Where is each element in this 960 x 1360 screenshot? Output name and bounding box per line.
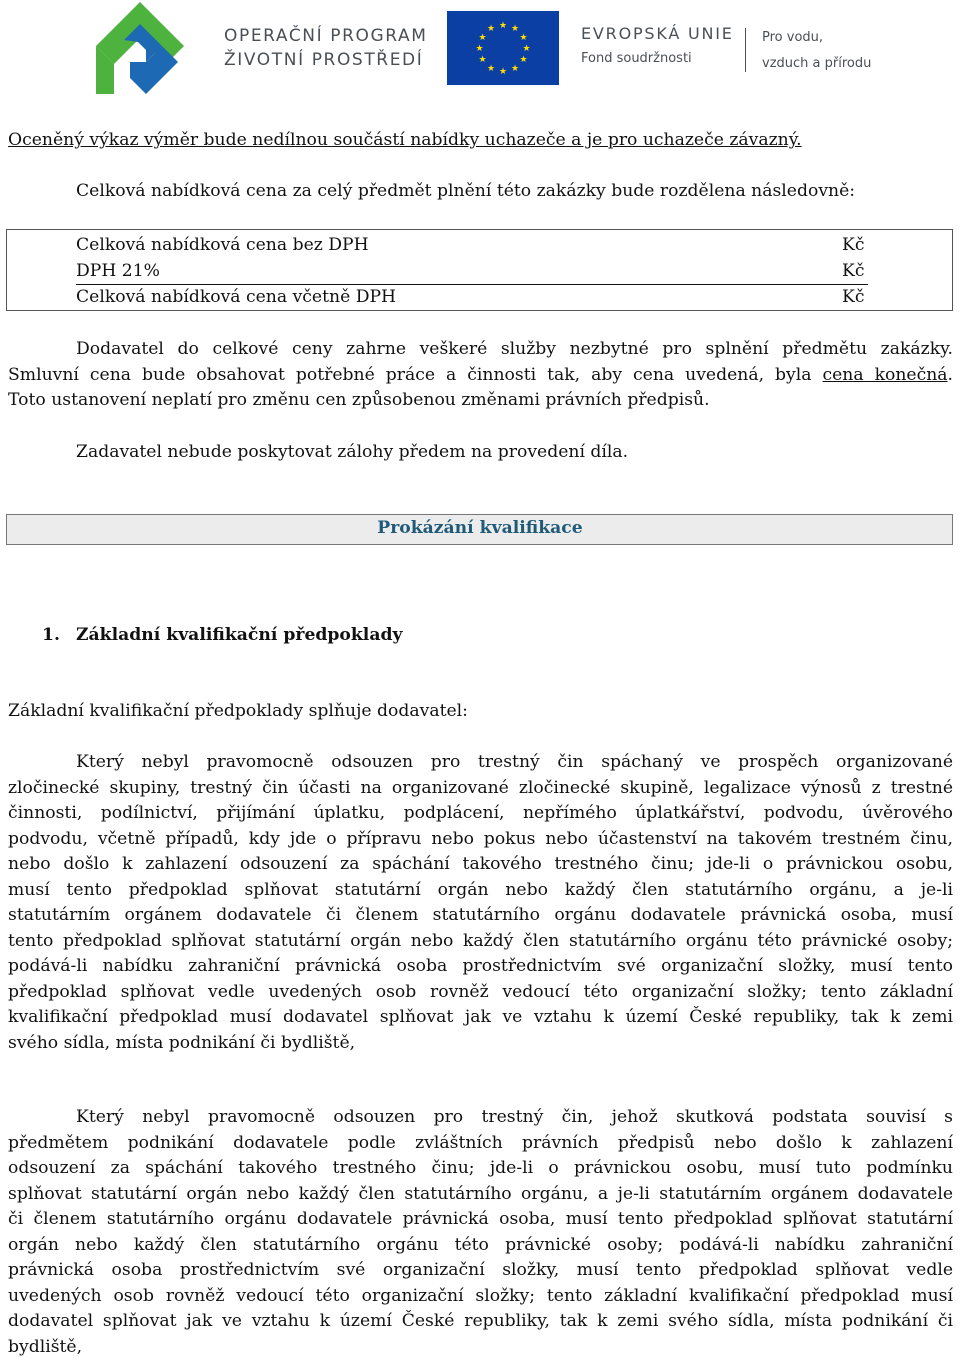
svg-text:★: ★ (510, 24, 520, 34)
criterion-2-line: splňovat statutární orgán nebo každý člen statutárního orgánu, a je-li statutárním orgánem dodavatele (8, 1183, 953, 1204)
criterion-1 (8, 750, 953, 1056)
price-label-net: Celková nabídková cena bez DPH (76, 235, 369, 255)
criterion-1-line: činnosti, podílnictví, přijímání úplatku, podplácení, nepřímého úplatkářství, podvodu, úvěrového (8, 803, 953, 823)
subsection-title: Základní kvalifikační předpoklady (76, 625, 403, 645)
program-name (224, 24, 434, 72)
price-label-vat: DPH 21% (76, 261, 160, 281)
criterion-1-line: podává-li nabídku zahraniční právnická osoba prostřednictvím své organizační složky, musí tento (8, 956, 953, 976)
criterion-1-line: Který nebyl pravomocně odsouzen pro trestný čin spáchaný ve prospěch organizované (76, 752, 953, 772)
split-note: Celková nabídková cena za celý předmět plnění této zakázky bude rozdělena následovně: (76, 181, 856, 201)
svg-text:★: ★ (486, 24, 496, 34)
eu-title: EVROPSKÁ UNIE (581, 24, 734, 43)
criterion-1-line: nebo došlo k zahlazení odsouzení za spáchání takového trestného činu; jde-li o právnickou osobu, (8, 854, 953, 874)
criterion-1-line: statutárním orgánem dodavatele či členem statutárního orgánu dodavatele právnická osoba, musí (8, 905, 953, 925)
price-unit-net: Kč (842, 235, 865, 255)
price-unit-vat: Kč (842, 261, 865, 281)
svg-text:★: ★ (475, 44, 484, 54)
svg-text:★: ★ (486, 64, 496, 74)
criterion-1-line: předpoklad splňovat vedle uvedených osob rovněž vedoucí této organizační složky; tento základní (8, 981, 953, 1002)
price-paragraph (8, 337, 953, 414)
price-paragraph-line2-text: Smluvní cena bude obsahovat potřebné práce a činnosti tak, aby cena uvedená, byla (8, 364, 812, 385)
criterion-1-line: zločinecké skupiny, trestný čin účasti na organizované zločinecké skupině, legalizace výnosů z trestné (8, 777, 953, 798)
criterion-2-line: uvedených osob rovněž vedoucí této organizační složky; tento základní kvalifikační předpoklad musí (8, 1285, 953, 1306)
opzp-logo-icon (90, 0, 190, 96)
svg-text:★: ★ (498, 21, 508, 31)
criterion-2-line: předmětem podnikání dodavatele podle zvláštních právních předpisů nebo došlo k zahlazení (8, 1132, 953, 1153)
criterion-2-line: orgán nebo každý člen statutárního orgánu této právnické osoby; podává-li nabídku zahraniční (8, 1234, 953, 1255)
final-price-term: cena konečná (822, 364, 948, 385)
criterion-1-line: svého sídla, místa podnikání či bydliště, (8, 1032, 356, 1053)
criterion-1-line: tento předpoklad splňovat statutární orgán nebo každý člen statutárního orgánu této právnické osoby; (8, 930, 953, 951)
criterion-1-line: musí tento předpoklad splňovat statutární orgán nebo každý člen statutárního orgánu, a je-li (8, 879, 953, 900)
price-paragraph-line2 (8, 363, 953, 389)
svg-text:★: ★ (519, 33, 528, 43)
svg-text:★: ★ (522, 44, 531, 54)
binding-note: Oceněný výkaz výměr bude nedílnou součástí nabídky uchazeče a je pro uchazeče závazný. (8, 130, 802, 150)
criterion-2-line: bydliště, (8, 1336, 83, 1357)
criterion-2-line: odsouzení za spáchání takového trestného činu; jde-li o právnickou osobu, musí tuto podmínku (8, 1158, 953, 1178)
svg-text:★: ★ (498, 67, 508, 77)
svg-text:★: ★ (478, 33, 487, 43)
price-paragraph-line1: Dodavatel do celkové ceny zahrne veškeré služby nezbytné pro splnění předmětu zakázky. (76, 339, 953, 359)
criterion-2-line: Který nebyl pravomocně odsouzen pro trestný čin, jehož skutková podstata souvisí s (76, 1107, 953, 1127)
motto (762, 25, 871, 77)
eu-flag-icon (447, 11, 559, 85)
motto-line2: vzduch a přírodu (762, 56, 872, 71)
price-label-gross: Celková nabídková cena včetně DPH (76, 287, 397, 307)
svg-text:★: ★ (510, 64, 520, 74)
section-title: Prokázání kvalifikace (377, 518, 583, 538)
price-unit-gross: Kč (842, 287, 865, 307)
program-name-line1: OPERAČNÍ PROGRAM (224, 26, 428, 46)
criterion-2-line: právnická osoba prostřednictvím své organizační složky, musí tento předpoklad splňovat vedle (8, 1260, 953, 1280)
lead-text: Základní kvalifikační předpoklady splňuje dodavatel: (8, 701, 468, 721)
advance-note: Zadavatel nebude poskytovat zálohy předem na provedení díla. (76, 442, 629, 462)
svg-text:★: ★ (478, 55, 487, 65)
criterion-2 (8, 1105, 953, 1360)
price-paragraph-line2-end: . (947, 364, 954, 385)
criterion-2-line: či členem statutárního orgánu dodavatele právnická osoba, musí tento předpoklad splňovat statutární (8, 1209, 953, 1229)
criterion-1-line: podvodu, včetně případů, kdy jde o přípravu nebo pokus nebo účastenství na takovém trestném činu, (8, 828, 953, 849)
motto-line1: Pro vodu, (762, 30, 824, 45)
criterion-2-line: dodavatel splňovat jak ve vztahu k území České republiky, tak k zemi svého sídla, místa podnikání či (8, 1311, 953, 1331)
header-divider (745, 28, 746, 72)
program-name-line2: ŽIVOTNÍ PROSTŘEDÍ (224, 50, 424, 70)
subsection-number: 1. (42, 625, 60, 645)
price-paragraph-line3: Toto ustanovení neplatí pro změnu cen způsobenou změnami právních předpisů. (8, 390, 710, 410)
criterion-1-line: kvalifikační předpoklad musí dodavatel splňovat jak ve vztahu k území České republiky, tak k zemi (8, 1007, 953, 1027)
eu-fund: Fond soudržnosti (581, 51, 692, 66)
svg-text:★: ★ (519, 55, 528, 65)
